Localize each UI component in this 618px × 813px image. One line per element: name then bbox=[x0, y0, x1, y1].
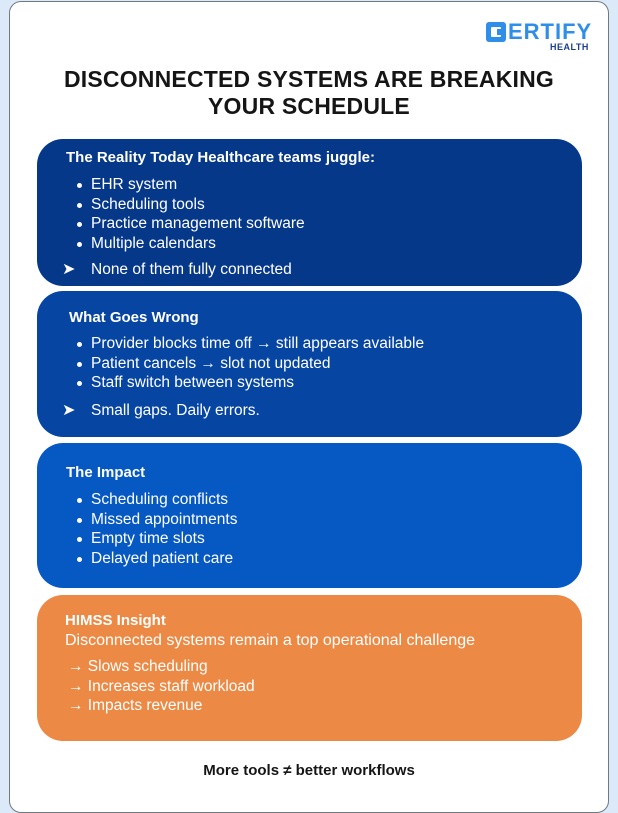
list-item: Staff switch between systems bbox=[77, 373, 424, 393]
section-heading: What Goes Wrong bbox=[69, 309, 199, 326]
list-item: Practice management software bbox=[77, 214, 305, 234]
bullet-icon bbox=[77, 222, 82, 227]
section-heading: The Reality Today Healthcare teams juggle: bbox=[66, 149, 375, 166]
section-heading: HIMSS Insight bbox=[65, 612, 166, 629]
section-note: ➤ None of them fully connected bbox=[62, 261, 292, 278]
section-what-goes-wrong bbox=[37, 291, 582, 437]
bullet-icon bbox=[77, 183, 82, 188]
bullet-list bbox=[77, 490, 237, 569]
bullet-icon bbox=[77, 518, 82, 523]
list-item: Scheduling conflicts bbox=[77, 490, 237, 510]
list-item: Missed appointments bbox=[77, 510, 237, 530]
list-item: Scheduling tools bbox=[77, 195, 305, 215]
logo-c-icon bbox=[486, 22, 506, 42]
bullet-icon bbox=[77, 242, 82, 247]
list-item: Provider blocks time off → still appears available bbox=[77, 334, 424, 354]
arrowhead-icon: ➤ bbox=[62, 261, 76, 278]
bullet-list bbox=[77, 334, 424, 393]
list-item: EHR system bbox=[77, 175, 305, 195]
page-title-line-2: YOUR SCHEDULE bbox=[208, 93, 410, 119]
list-item: Empty time slots bbox=[77, 529, 237, 549]
section-reality-today bbox=[37, 139, 582, 286]
logo-subtitle: HEALTH bbox=[550, 42, 589, 52]
section-note: ➤ Small gaps. Daily errors. bbox=[62, 402, 260, 419]
section-subheading: Disconnected systems remain a top operational challenge bbox=[65, 632, 476, 649]
section-heading: The Impact bbox=[66, 464, 146, 481]
bullet-icon bbox=[77, 203, 82, 208]
arrow-list bbox=[68, 657, 255, 716]
section-himss-insight bbox=[37, 595, 582, 741]
bullet-icon bbox=[77, 498, 82, 503]
list-item: → Impacts revenue bbox=[68, 697, 203, 715]
bullet-icon bbox=[77, 342, 82, 347]
footer-tagline: More tools ≠ better workflows bbox=[203, 762, 415, 779]
list-item: Delayed patient care bbox=[77, 549, 237, 569]
list-item: Multiple calendars bbox=[77, 234, 305, 254]
bullet-icon bbox=[77, 381, 82, 386]
page-title-line-1: DISCONNECTED SYSTEMS ARE BREAKING bbox=[63, 66, 555, 92]
list-item: Patient cancels → slot not updated bbox=[77, 354, 424, 374]
bullet-icon bbox=[77, 537, 82, 542]
list-item: → Slows scheduling bbox=[68, 658, 208, 675]
list-item: → Increases staff workload bbox=[68, 677, 255, 695]
logo-wordmark: ERTIFY bbox=[508, 19, 593, 44]
page-title bbox=[20, 66, 598, 120]
section-the-impact bbox=[37, 443, 582, 588]
arrowhead-icon: ➤ bbox=[62, 402, 76, 419]
certify-health-logo bbox=[486, 20, 596, 50]
bullet-icon bbox=[77, 557, 82, 562]
bullet-list bbox=[77, 175, 305, 254]
bullet-icon bbox=[77, 362, 82, 367]
